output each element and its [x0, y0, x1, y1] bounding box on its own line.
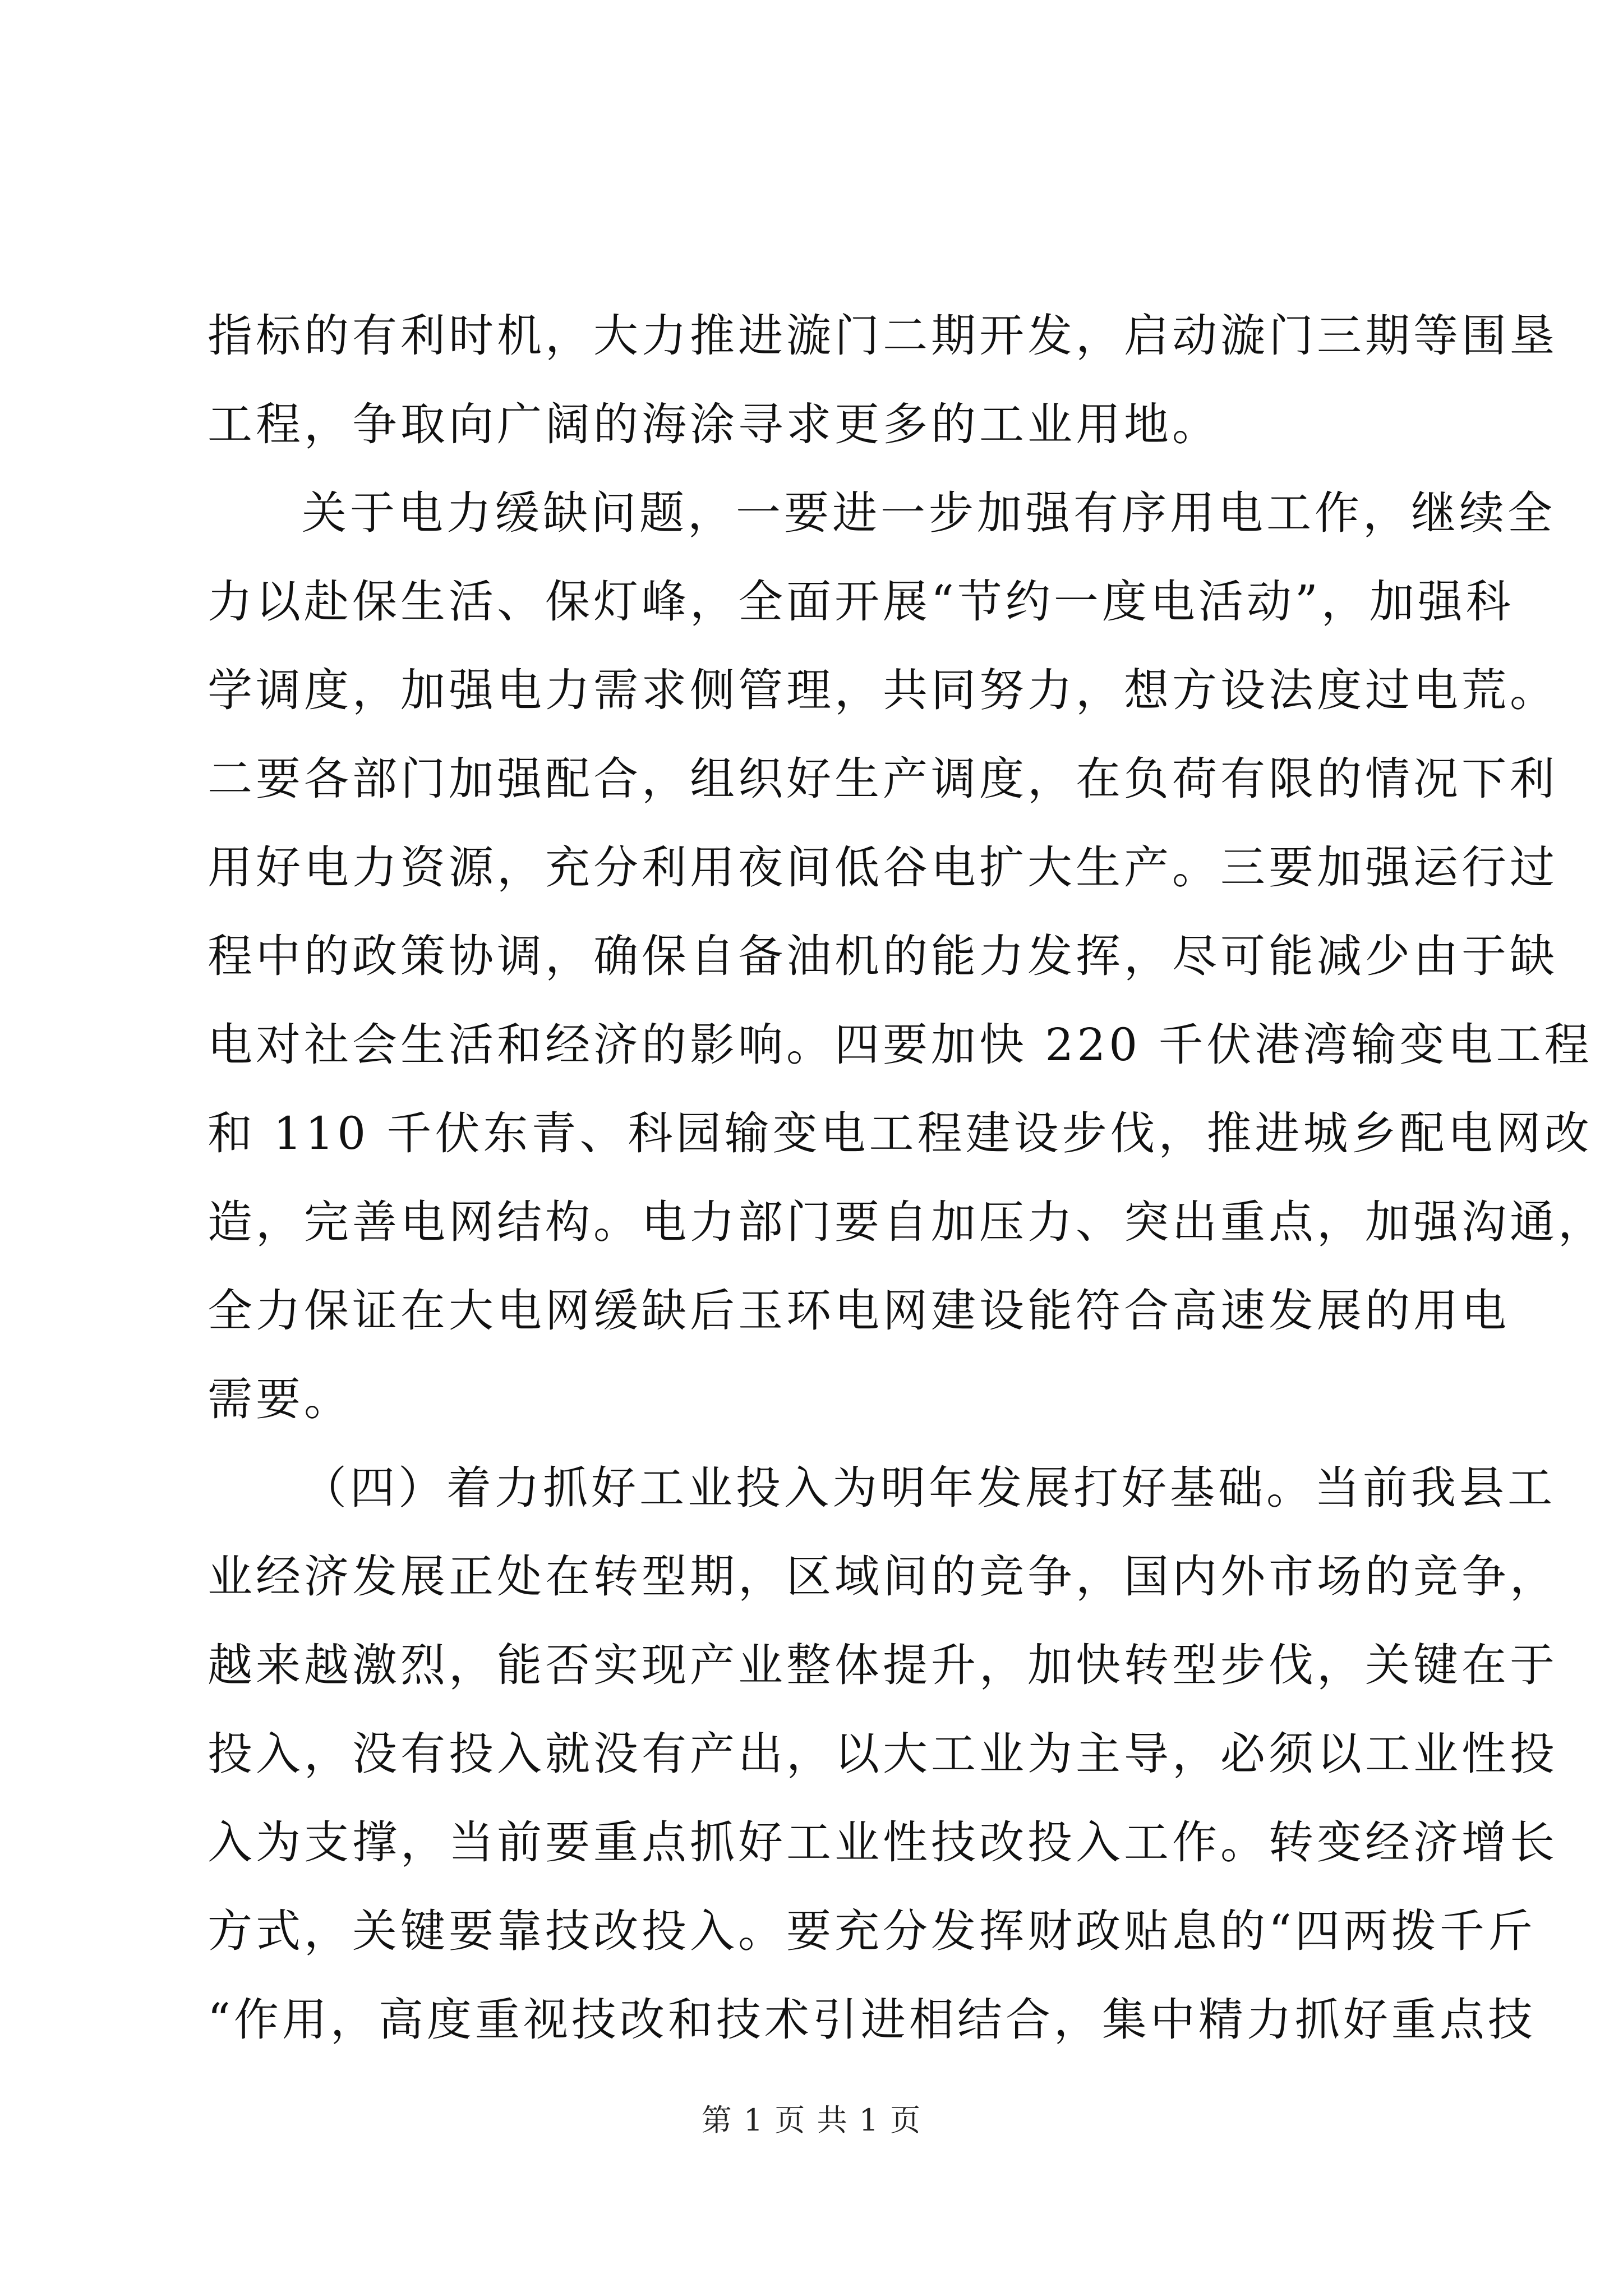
document-body	[208, 292, 1606, 2064]
text-line: 方式，关键要靠技改投入。要充分发挥财政贴息的“四两拨千斤	[208, 1905, 1536, 1957]
text-line: 电对社会生活和经济的影响。四要加快 220 千伏港湾输变电工程	[208, 1019, 1593, 1071]
text-line: 和 110 千伏东青、科园输变电工程建设步伐，推进城乡配电网改	[208, 1107, 1593, 1159]
text-line: 需要。	[208, 1373, 352, 1425]
text-line: “作用，高度重视技改和技术引进相结合，集中精力抓好重点技	[208, 1994, 1536, 2046]
text-line: 程中的政策协调，确保自备油机的能力发挥，尽可能减少由于缺	[208, 930, 1558, 982]
text-line: 工程，争取向广阔的海涂寻求更多的工业用地。	[208, 398, 1220, 450]
text-line: 入为支撑，当前要重点抓好工业性技改投入工作。转变经济增长	[208, 1816, 1558, 1869]
text-line: 二要各部门加强配合，组织好生产调度，在负荷有限的情况下利	[208, 753, 1558, 805]
text-line: （四）着力抓好工业投入为明年发展打好基础。当前我县工	[302, 1462, 1556, 1514]
text-line: 投入，没有投入就没有产出，以大工业为主导，必须以工业性投	[208, 1728, 1558, 1780]
text-line: 关于电力缓缺问题，一要进一步加强有序用电工作，继续全	[302, 487, 1556, 539]
text-line: 造，完善电网结构。电力部门要自加压力、突出重点，加强沟通，	[208, 1196, 1606, 1248]
text-line: 指标的有利时机，大力推进漩门二期开发，启动漩门三期等围垦	[208, 310, 1558, 362]
text-line: 用好电力资源，充分利用夜间低谷电扩大生产。三要加强运行过	[208, 841, 1558, 894]
text-line: 越来越激烈，能否实现产业整体提升，加快转型步伐，关键在于	[208, 1639, 1558, 1691]
page-number-footer: 第 1 页 共 1 页	[701, 2102, 922, 2138]
text-line: 业经济发展正处在转型期，区域间的竞争，国内外市场的竞争，	[208, 1550, 1558, 1603]
text-line: 学调度，加强电力需求侧管理，共同努力，想方设法度过电荒。	[208, 664, 1558, 716]
text-line: 力以赴保生活、保灯峰，全面开展“节约一度电活动”，加强科	[208, 576, 1514, 628]
text-line: 全力保证在大电网缓缺后玉环电网建设能符合高速发展的用电	[208, 1285, 1510, 1337]
